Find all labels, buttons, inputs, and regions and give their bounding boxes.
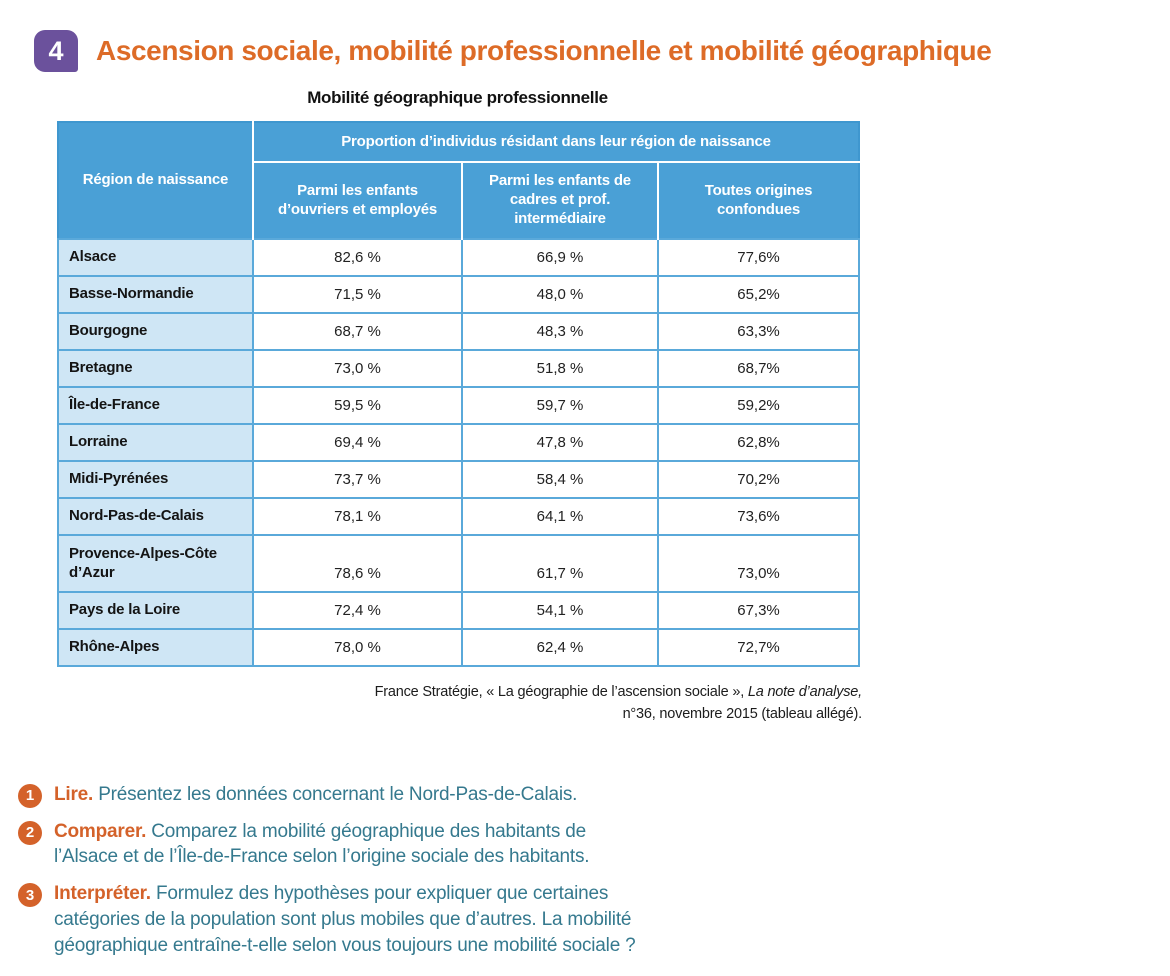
region-name: Provence-Alpes-Côte d’Azur: [58, 535, 253, 592]
value-cell: 59,5 %: [253, 387, 462, 424]
question-text: [54, 782, 577, 808]
table-row: [58, 535, 859, 592]
chapter-number-badge: 4: [34, 30, 78, 72]
table-row: [58, 629, 859, 666]
region-name: Bourgogne: [58, 313, 253, 350]
region-name: Lorraine: [58, 424, 253, 461]
question-number-badge: 1: [18, 784, 42, 808]
region-name: Basse-Normandie: [58, 276, 253, 313]
table-row: [58, 350, 859, 387]
document-header: [0, 0, 1170, 72]
page-title: Ascension sociale, mobilité professionnelle et mobilité géographique: [96, 35, 992, 66]
table-row: [58, 498, 859, 535]
value-cell: 54,1 %: [462, 592, 658, 629]
source-text: France Stratégie, « La géographie de l’ascension sociale »,: [374, 684, 748, 700]
value-cell: 66,9 %: [462, 239, 658, 276]
header-col-cadres: Parmi les enfants de cadres et prof. intermédiaire: [462, 162, 658, 239]
question-number-badge: 3: [18, 883, 42, 907]
table-row: [58, 592, 859, 629]
mobility-table: [57, 121, 860, 667]
header-region: Région de naissance: [58, 122, 253, 239]
value-cell: 73,6%: [658, 498, 859, 535]
value-cell: 58,4 %: [462, 461, 658, 498]
value-cell: 72,7%: [658, 629, 859, 666]
region-name: Rhône-Alpes: [58, 629, 253, 666]
value-cell: 47,8 %: [462, 424, 658, 461]
value-cell: 78,6 %: [253, 535, 462, 592]
value-cell: 62,4 %: [462, 629, 658, 666]
value-cell: 59,7 %: [462, 387, 658, 424]
question-body-text: Présentez les données concernant le Nord-Pas-de-Calais.: [93, 783, 578, 805]
region-name: Midi-Pyrénées: [58, 461, 253, 498]
value-cell: 68,7 %: [253, 313, 462, 350]
region-name: Pays de la Loire: [58, 592, 253, 629]
question-3: [18, 881, 698, 958]
question-body-text: Comparez la mobilité géographique des habitants de l’Alsace et de l’Île-de-France selon l’origine sociale des habitants.: [54, 820, 590, 868]
value-cell: 48,3 %: [462, 313, 658, 350]
value-cell: 51,8 %: [462, 350, 658, 387]
question-text: [54, 819, 614, 871]
question-body-text: Formulez des hypothèses pour expliquer que certaines catégories de la population sont plus mobiles que d’autres. La mobilité géographique entraîne-t-elle selon vous toujours une mobilité sociale ?: [54, 883, 636, 956]
table-body: [58, 239, 859, 666]
value-cell: 72,4 %: [253, 592, 462, 629]
question-verb: Interpréter.: [54, 883, 151, 905]
question-2: [18, 819, 698, 871]
table-row: [58, 387, 859, 424]
value-cell: 77,6%: [658, 239, 859, 276]
value-cell: 64,1 %: [462, 498, 658, 535]
table-title: Mobilité géographique professionnelle: [307, 88, 608, 107]
region-name: Nord-Pas-de-Calais: [58, 498, 253, 535]
source-line2: n°36, novembre 2015 (tableau allégé).: [622, 705, 862, 722]
question-1: [18, 782, 698, 808]
value-cell: 82,6 %: [253, 239, 462, 276]
header-group: Proportion d’individus résidant dans leur région de naissance: [253, 122, 859, 162]
table-row: [58, 461, 859, 498]
header-col-toutes: Toutes origines confondues: [658, 162, 859, 239]
questions-section: [18, 782, 698, 959]
region-name: Alsace: [58, 239, 253, 276]
value-cell: 67,3%: [658, 592, 859, 629]
region-name: Bretagne: [58, 350, 253, 387]
value-cell: 73,7 %: [253, 461, 462, 498]
value-cell: 78,1 %: [253, 498, 462, 535]
table-section: [57, 88, 858, 667]
table-row: [58, 313, 859, 350]
value-cell: 73,0 %: [253, 350, 462, 387]
value-cell: 68,7%: [658, 350, 859, 387]
question-number-badge: 2: [18, 821, 42, 845]
value-cell: 69,4 %: [253, 424, 462, 461]
table-row: [58, 424, 859, 461]
header-col-ouvriers: Parmi les enfants d’ouvriers et employés: [253, 162, 462, 239]
question-verb: Comparer.: [54, 820, 147, 842]
value-cell: 78,0 %: [253, 629, 462, 666]
value-cell: 62,8%: [658, 424, 859, 461]
table-row: [58, 239, 859, 276]
value-cell: 59,2%: [658, 387, 859, 424]
source-title-italic: La note d’analyse,: [747, 684, 862, 700]
value-cell: 61,7 %: [462, 535, 658, 592]
value-cell: 70,2%: [658, 461, 859, 498]
value-cell: 63,3%: [658, 313, 859, 350]
value-cell: 65,2%: [658, 276, 859, 313]
question-text: [54, 881, 674, 958]
source-citation: [57, 682, 862, 726]
table-header: [58, 122, 859, 239]
value-cell: 71,5 %: [253, 276, 462, 313]
table-row: [58, 276, 859, 313]
value-cell: 73,0%: [658, 535, 859, 592]
value-cell: 48,0 %: [462, 276, 658, 313]
region-name: Île-de-France: [58, 387, 253, 424]
question-verb: Lire.: [54, 783, 94, 805]
